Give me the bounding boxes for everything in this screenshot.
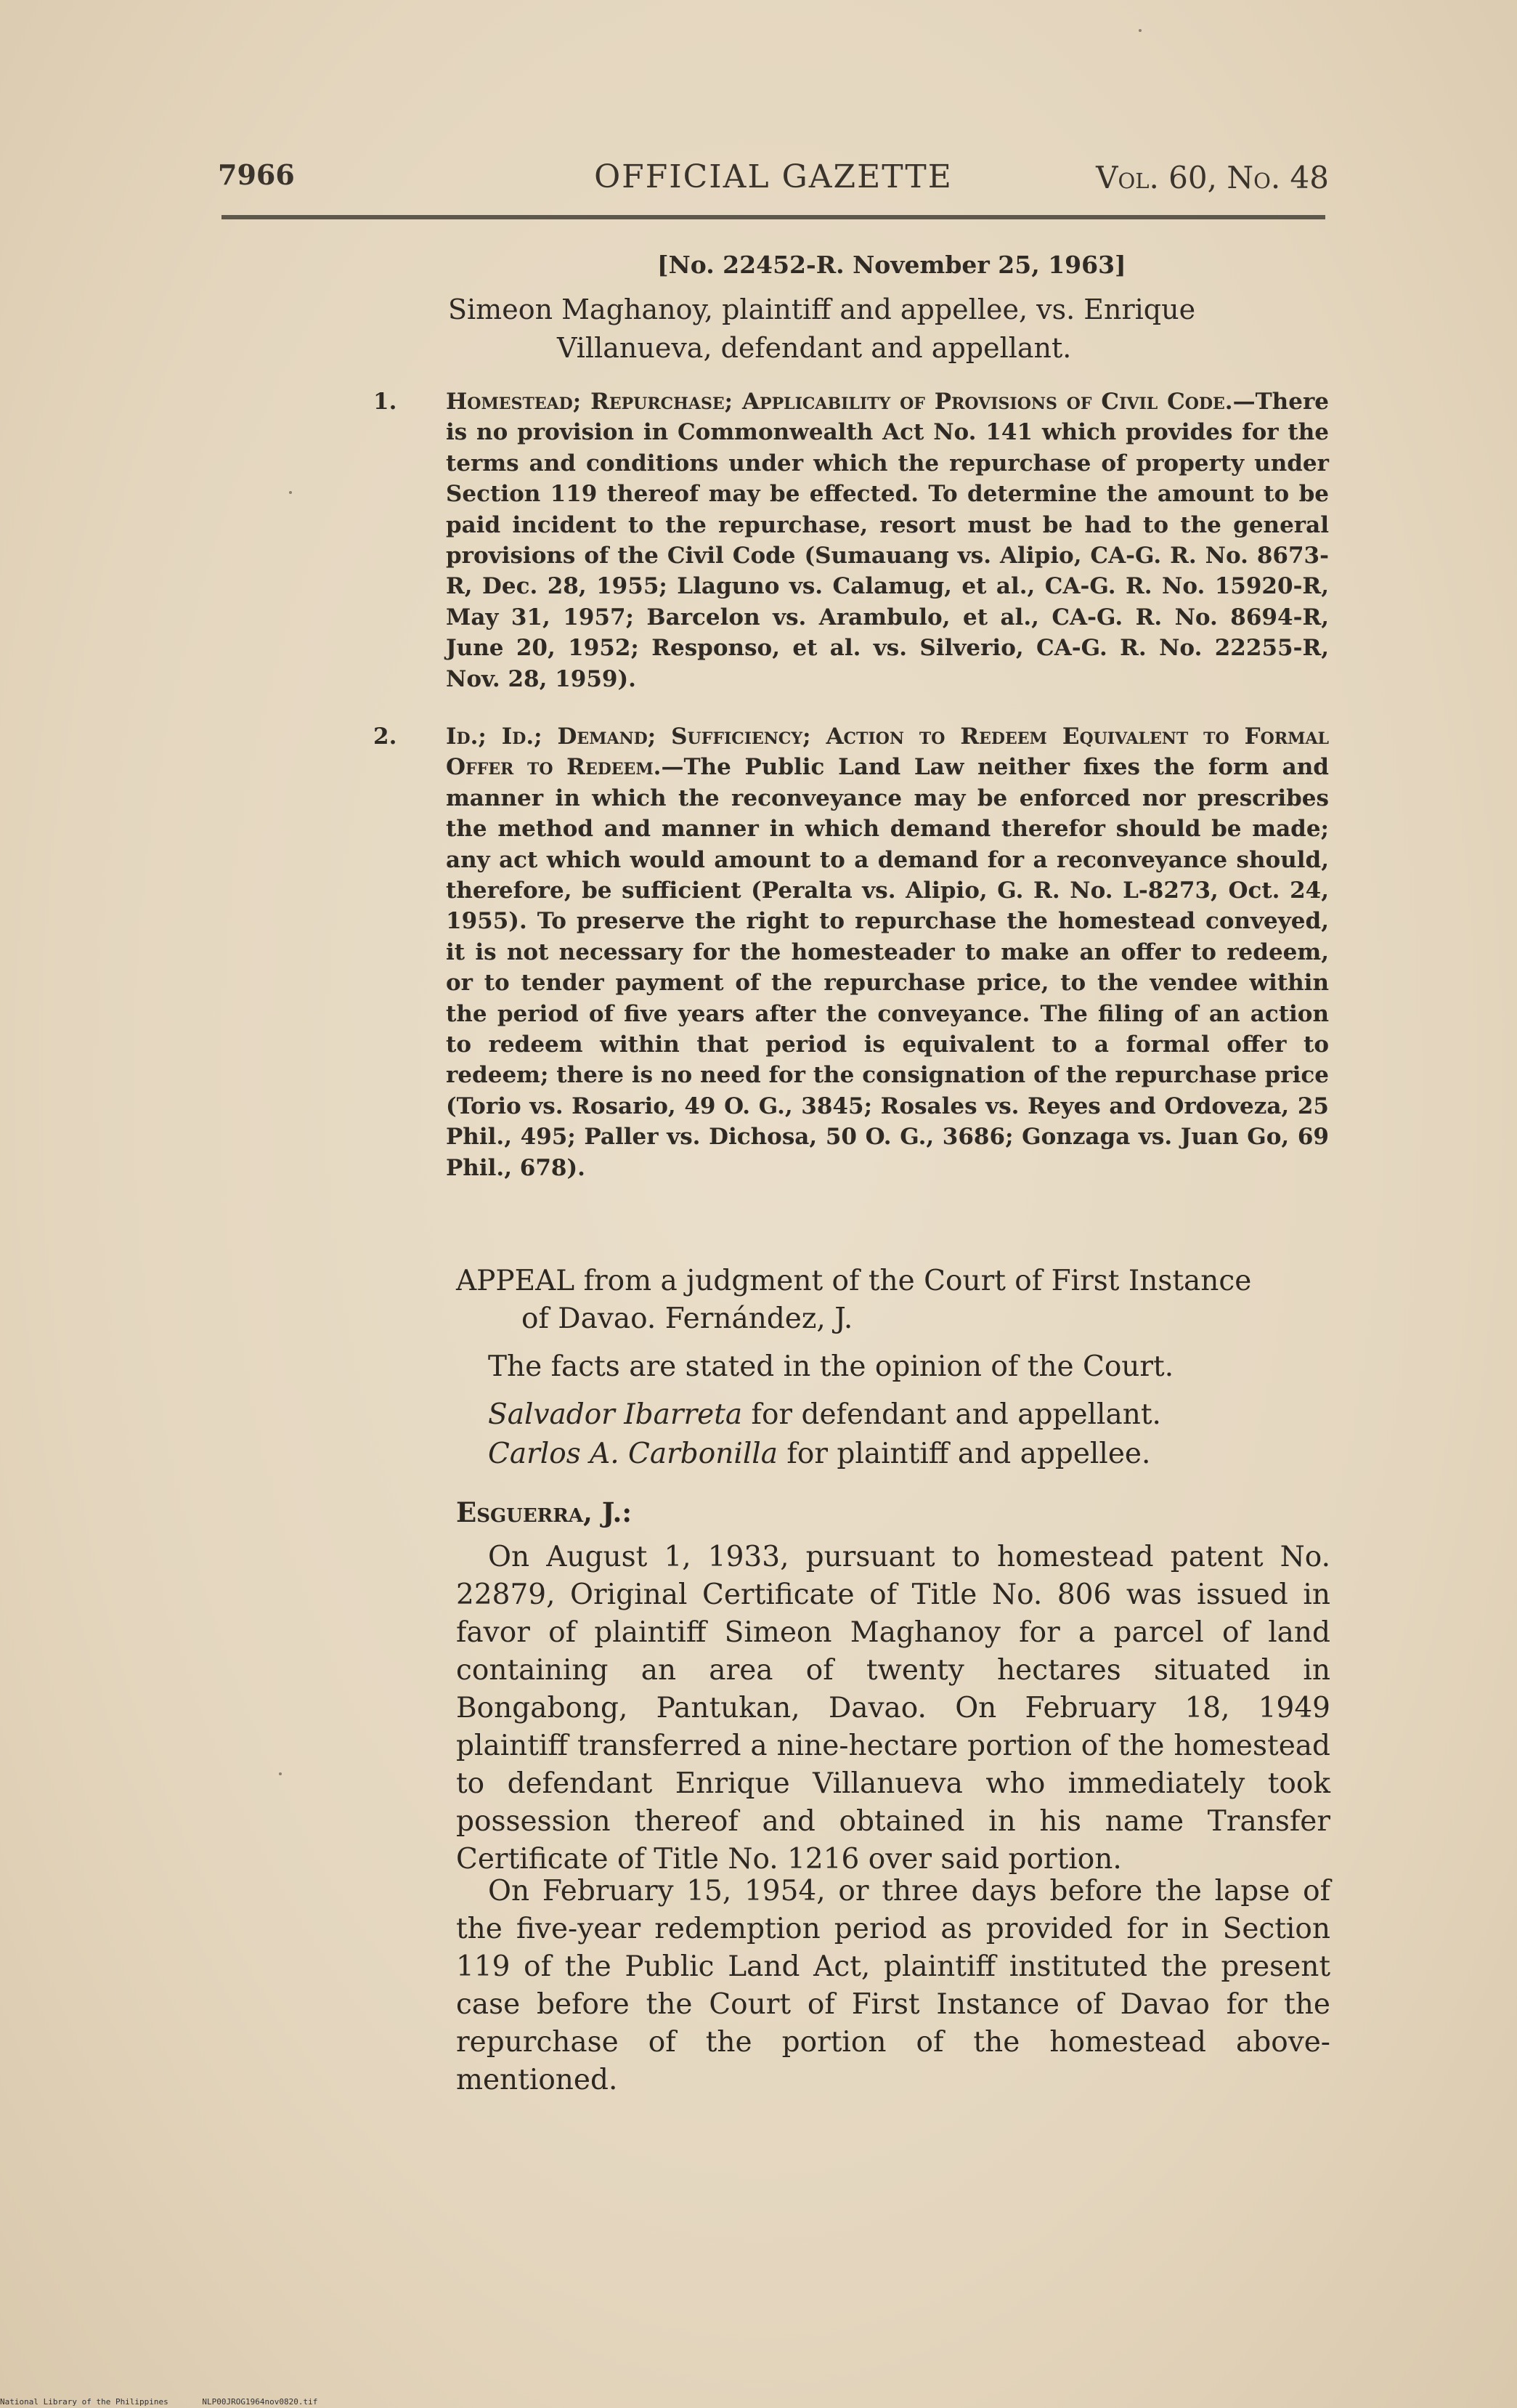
scan-footer (0, 2397, 346, 2407)
counsel-line (488, 1435, 1362, 1473)
docket-number: [No. 22452-R. November 25, 1963] (657, 251, 1126, 279)
scan-speck (289, 491, 292, 494)
counsel-name: Salvador Ibarreta (488, 1398, 743, 1431)
body-paragraph: On February 15, 1954, or three days before the lapse of the five-year redemption period as provided for in Section 119 of the Public Land Act, plaintiff instituted the present case before the Court of First Instance of Davao for the repurchase of the portion of the homestead above-mentioned. (456, 1875, 1330, 2096)
syllabus-text: —The Public Land Law neither fixes the form and manner in which the reconveyance may be enforced nor prescribes the method and manner in which demand therefor should be made; any act which would amount to a demand for a reconveyance should, therefore, be sufficient (Peralta vs. Alipio, G. R. No. L-8273, Oct. 24, 1955). To preserve the right to repurchase the homestead conveyed, it is not necessary for the homesteader to make an offer to redeem, or to tender payment of the repurchase price, to the vendee within the period of five years after the conveyance. The filing of an action to redeem within that period is equivalent to a formal offer to redeem; there is no need for the consignation of the repurchase price (Torio vs. Rosario, 49 O. G., 3845; Rosales vs. Reyes and Ordoveza, 25 Phil., 495; Paller vs. Dichosa, 50 O. G., 3686; Gonzaga vs. Juan Go, 69 Phil., 678). (446, 754, 1329, 1181)
appeal-line-2: of Davao. Fernández, J. (521, 1302, 853, 1335)
appeal-statement (456, 1262, 1330, 1338)
footer-file: NLP00JROG1964nov0820.tif (202, 2397, 318, 2407)
page-header (218, 158, 1329, 209)
case-caption (448, 291, 1327, 368)
syllabus-item-2 (373, 721, 1329, 1183)
syllabus-number: 2. (373, 723, 397, 750)
counsel-role: for defendant and appellant. (742, 1398, 1161, 1431)
syllabus-heading: Id.; Id.; Demand; Sufficiency; Action to Redeem Equivalent to Formal Offer to Redeem. (446, 723, 1329, 781)
counsel-line (488, 1396, 1362, 1434)
counsel-name: Carlos A. Carbonilla (488, 1438, 778, 1470)
counsel-role: for plaintiff and appellee. (778, 1438, 1151, 1470)
page-number: 7966 (218, 158, 295, 191)
appeal-line-1: APPEAL from a judgment of the Court of First Instance (456, 1265, 1252, 1297)
caption-line-1: Simeon Maghanoy, plaintiff and appellee, vs. Enrique (448, 293, 1196, 325)
syllabus-number: 1. (373, 389, 397, 415)
syllabus-item-1 (373, 386, 1329, 694)
facts-statement: The facts are stated in the opinion of the Court. (488, 1350, 1174, 1383)
footer-library: National Library of the Philippines (0, 2397, 168, 2407)
body-paragraph: On August 1, 1933, pursuant to homestead patent No. 22879, Original Certificate of Title No. 806 was issued in favor of plaintiff Simeon Maghanoy for a parcel of land containing an area of twenty hectares situated in Bongabong, Pantukan, Davao. On February 18, 1949 plaintiff transferred a nine-hectare portion of the homestead to defendant Enrique Villanueva who immediately took possession thereof and obtained in his name Transfer Certificate of Title No. 1216 over said portion. (456, 1541, 1330, 1876)
header-rule (221, 215, 1325, 219)
syllabus-text: —There is no provision in Commonwealth Act No. 141 which provides for the terms and conditions under which the repurchase of property under Section 119 thereof may be effected. To determine the amount to be paid incident to the repurchase, resort must be had to the general provisions of the Civil Code (Sumauang vs. Alipio, CA-G. R. No. 8673-R, Dec. 28, 1955; Llaguno vs. Calamug, et al., CA-G. R. No. 15920-R, May 31, 1957; Barcelon vs. Arambulo, et al., CA-G. R. No. 8694-R, June 20, 1952; Responso, et al. vs. Silverio, CA-G. R. No. 22255-R, Nov. 28, 1959). (446, 389, 1329, 692)
opinion-byline: Esguerra, J.: (456, 1496, 632, 1528)
syllabus-heading: Homestead; Repurchase; Applicability of Provisions of Civil Code. (446, 389, 1233, 415)
publication-title: OFFICIAL GAZETTE (594, 158, 953, 195)
scan-speck (279, 1772, 282, 1775)
caption-line-2: Villanueva, defendant and appellant. (557, 332, 1072, 364)
volume-number: Vol. 60, No. 48 (1096, 160, 1329, 195)
scan-speck (1139, 29, 1142, 32)
